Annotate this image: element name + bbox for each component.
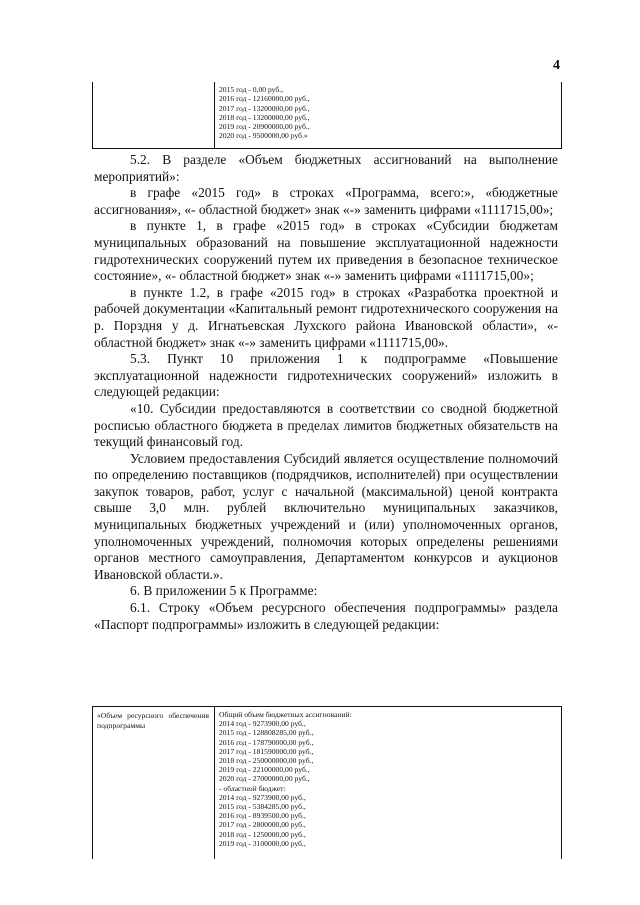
budget-line: 2016 год - 178790000,00 руб., [219, 737, 314, 747]
budget-line: 2019 год - 22100000,00 руб., [219, 765, 310, 775]
budget-line: 2017 год - 2800000,00 руб., [219, 820, 306, 830]
budget-line: 2015 год - 5384285,00 руб., [219, 802, 306, 812]
paragraph-2015-column: в графе «2015 год» в строках «Программа, всего:», «бюджетные ассигнования», «- областной бюджет» знак «-» заменить цифрами «1111715,00»; [94, 185, 558, 217]
paragraph-item-10: «10. Субсидии предоставляются в соответствии со сводной бюджетной росписью областного бюджета в пределах лимитов бюджетных обязательств на текущий финансовый год. [94, 400, 558, 450]
budget-line: 2016 год - 8939500,00 руб., [219, 811, 306, 821]
continued-budget-table [92, 82, 562, 149]
budget-line: 2018 год - 1250000,00 руб., [219, 829, 306, 839]
budget-line: 2018 год - 13200000,00 руб., [219, 112, 310, 122]
paragraph-6: 6. В приложении 5 к Программе: [130, 583, 318, 599]
paragraph-5-2: 5.2. В разделе «Объем бюджетных ассигнований на выполнение мероприятий»: [94, 152, 558, 184]
budget-line: 2015 год - 128808285,00 руб., [219, 728, 314, 738]
paragraph-6-1: 6.1. Строку «Объем ресурсного обеспечения подпрограммы» раздела «Паспорт подпрограммы» изложить в следующей редакции: [94, 600, 558, 632]
budget-line: 2019 год - 3100000,00 руб., [219, 838, 306, 848]
table-column-divider [214, 82, 215, 148]
paragraph-5-3: 5.3. Пункт 10 приложения 1 к подпрограмме «Повышение эксплуатационной надежности гидротехнических сооружений» изложить в следующей редакции: [94, 351, 558, 400]
resource-values-cell [219, 710, 352, 848]
paragraph-item-1-2: в пункте 1.2, в графе «2015 год» в строках «Разработка проектной и рабочей документации «Капитальный ремонт гидротехнического сооружения на р. Порздня у д. Игнатьевская Лухского района Ивановской области», «- областной бюджет» знак «-» заменить цифрами «1111715,00». [94, 284, 558, 350]
budget-line: - областной бюджет: [219, 783, 286, 793]
budget-line: Общий объем бюджетных ассигнований: [219, 710, 352, 719]
resource-label-cell: «Объем ресурсного обеспечения подпрограммы [97, 711, 209, 730]
paragraph-subsidy-condition: Условием предоставления Субсидий является осуществление полномочий по определению поставщиков (подрядчиков, исполнителей) при осуществлении закупок товаров, работ, услуг с начальной (максимальной) ценой контракта свыше 3,0 млн. рублей включительно муниципальных заказчиков, муниципальных бюджетных учреждений и (или) уполномоченных органов, уполномоченных учреждений, полномочия которых определены решениями органов местного самоуправления, Департаментом конкурсов и аукционов Ивановской области.». [94, 450, 558, 582]
budget-line: 2019 год - 20900000,00 руб., [219, 122, 310, 132]
document-body [94, 152, 558, 633]
paragraph-item-1: в пункте 1, в графе «2015 год» в строках «Субсидии бюджетам муниципальных образований на повышение эксплуатационной надежности гидротехнических сооружений путем их приведения в безопасное техническое состояние», «- областной бюджет» знак «-» заменить цифрами «1111715,00»; [94, 218, 558, 284]
budget-line: 2014 год - 9273900,00 руб., [219, 792, 306, 802]
budget-line: 2020 год - 27000000,00 руб., [219, 774, 310, 784]
budget-line: 2014 год - 9273900,00 руб., [219, 719, 306, 729]
budget-line: 2018 год - 250000000,00 руб., [219, 756, 314, 766]
budget-line: 2015 год - 0,00 руб., [219, 85, 284, 94]
budget-years-cell [219, 85, 310, 141]
budget-line: 2016 год - 12160000,00 руб., [219, 94, 310, 104]
budget-line: 2017 год - 181590000,00 руб., [219, 746, 314, 756]
resource-support-table [92, 706, 562, 859]
budget-line: 2017 год - 13200000,00 руб., [219, 103, 310, 113]
budget-line: 2020 год - 9500000,00 руб.» [219, 131, 308, 141]
table-column-divider [214, 707, 215, 859]
page-number: 4 [553, 58, 560, 73]
